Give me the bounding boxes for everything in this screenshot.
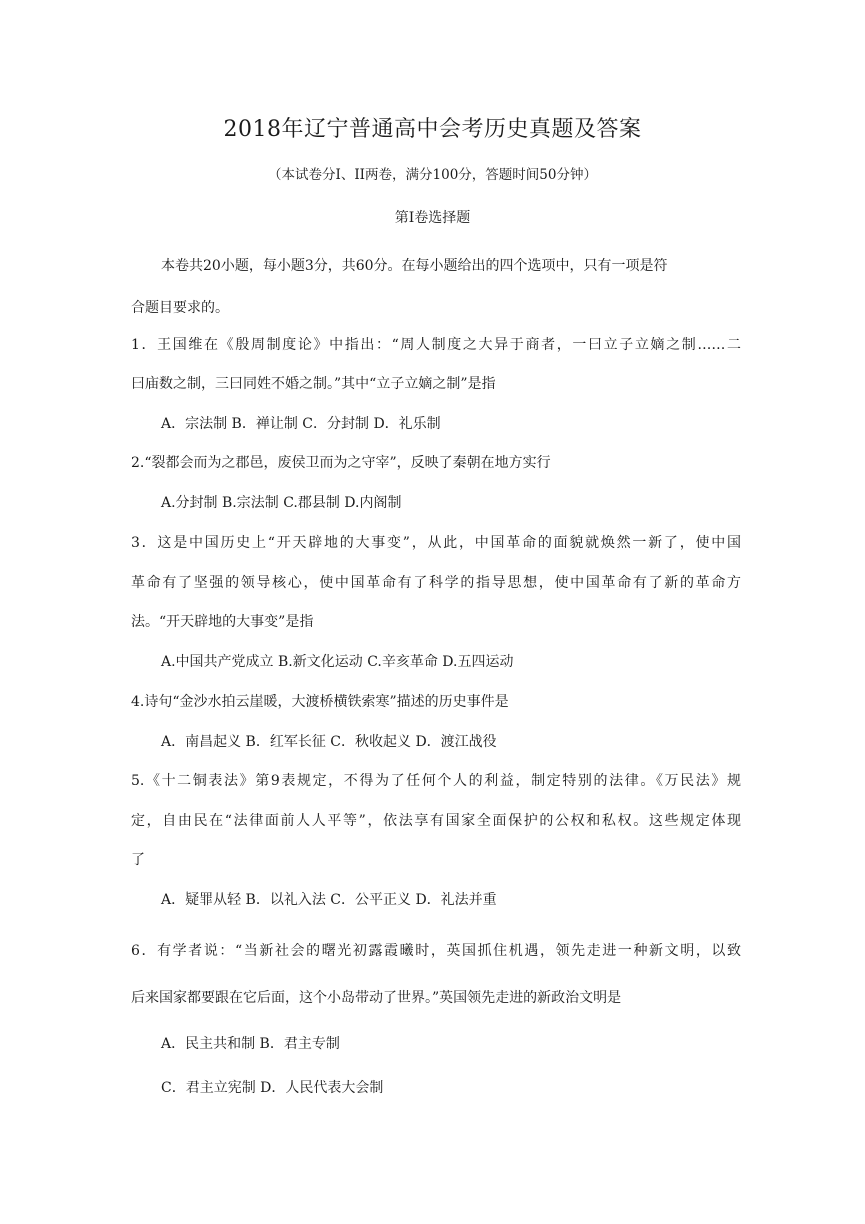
- page-title: 2018年辽宁普通高中会考历史真题及答案: [223, 117, 642, 142]
- question-2-options: A.分封制 B.宗法制 C.郡县制 D.内阁制: [161, 495, 402, 511]
- instructions-line: 本卷共20小题，每小题3分，共60分。在每小题给出的四个选项中，只有一项是符: [161, 258, 668, 274]
- question-1-stem: 曰庙数之制，三曰同姓不婚之制。”其中“立子立嫡之制”是指: [131, 376, 496, 392]
- question-2-stem: 2.“裂都会而为之郡邑，废侯卫而为之守宰”，反映了秦朝在地方实行: [131, 455, 551, 471]
- question-6-stem: 6．有学者说：“当新社会的曙光初露霞曦时，英国抓住机遇，领先走进一种新文明，以致: [131, 943, 741, 959]
- question-5-stem: 5.《十二铜表法》第9表规定，不得为了任何个人的利益，制定特别的法律。《万民法》规: [131, 773, 741, 789]
- question-3-stem: 革命有了坚强的领导核心，使中国革命有了科学的指导思想，使中国革命有了新的革命方: [131, 575, 741, 591]
- question-3-stem: 法。“开天辟地的大事变”是指: [131, 614, 314, 630]
- question-4-options: A．南昌起义 B．红军长征 C．秋收起义 D．渡江战役: [161, 734, 497, 750]
- question-3-options: A.中国共产党成立 B.新文化运动 C.辛亥革命 D.五四运动: [161, 654, 514, 670]
- question-6-options: C．君主立宪制 D．人民代表大会制: [161, 1080, 384, 1096]
- question-1-options: A．宗法制 B．禅让制 C．分封制 D．礼乐制: [161, 416, 441, 432]
- exam-note: （本试卷分I、II两卷，满分100分，答题时间50分钟）: [268, 167, 597, 183]
- section-title: 第I卷选择题: [394, 210, 471, 226]
- question-3-stem: 3．这是中国历史上“开天辟地的大事变”，从此，中国革命的面貌就焕然一新了，使中国: [131, 535, 741, 551]
- question-1-stem: 1．王国维在《殷周制度论》中指出：“周人制度之大异于商者，一曰立子立嫡之制……二: [131, 337, 741, 353]
- question-5-stem: 定，自由民在“法律面前人人平等”，依法享有国家全面保护的公权和私权。这些规定体现: [131, 813, 741, 829]
- question-4-stem: 4.诗句“金沙水拍云崖暖，大渡桥横铁索寒”描述的历史事件是: [131, 694, 509, 710]
- question-6-stem: 后来国家都要跟在它后面，这个小岛带动了世界。”英国领先走进的新政治文明是: [131, 990, 622, 1006]
- instructions-line: 合题目要求的。: [131, 300, 229, 316]
- question-5-stem: 了: [131, 852, 145, 868]
- question-5-options: A．疑罪从轻 B．以礼入法 C．公平正义 D．礼法并重: [161, 892, 497, 908]
- question-6-options: A．民主共和制 B．君主专制: [161, 1036, 340, 1052]
